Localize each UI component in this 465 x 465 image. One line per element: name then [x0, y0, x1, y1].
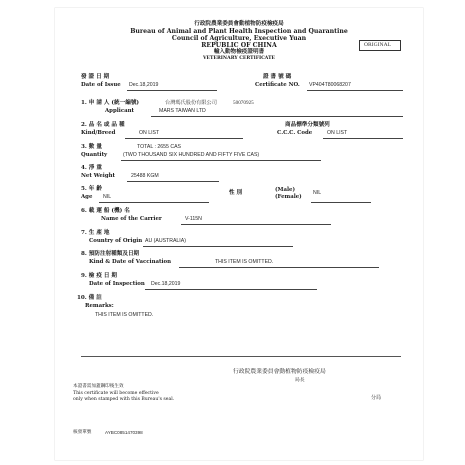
applicant-value-en: MARS TAIWAN LTD — [159, 108, 206, 114]
vaccination-label-en: Kind & Date of Vaccination — [89, 259, 172, 265]
age-label-en: Age — [81, 194, 93, 200]
origin-value: AU (AUSTRALIA) — [145, 238, 186, 244]
remarks-value: THIS ITEM IS OMITTED. — [95, 312, 154, 318]
ccc-code-label-cn: 商品標準分類號列 — [285, 122, 330, 128]
sex-line — [311, 202, 371, 203]
vaccination-value: THIS ITEM IS OMITTED. — [215, 259, 274, 265]
notice-cn: 本證書需加蓋鋼印後生效 — [73, 384, 124, 389]
carrier-label-cn: 6. 載 運 船 (機) 名 — [81, 208, 130, 214]
republic-title: REPUBLIC OF CHINA — [201, 42, 277, 49]
weight-value: 25488 KGM — [131, 173, 159, 179]
certificate-no-value: VP404T80068207 — [309, 82, 351, 88]
branch-label-cn: 分局 — [371, 395, 382, 401]
date-of-issue-line — [127, 90, 217, 91]
ccc-code-label-en: C.C.C. Code — [277, 130, 313, 136]
remarks-label-cn: 10. 備 註 — [77, 295, 102, 301]
applicant-line — [151, 116, 403, 117]
certificate-no-label-cn: 證 書 號 碼 — [263, 74, 292, 80]
applicant-id-value: 50070925 — [233, 100, 254, 106]
ccc-code-value: ON LIST — [327, 130, 348, 136]
sex-male-label: (Male) — [275, 187, 296, 193]
original-stamp-text: ORIGINAL — [364, 42, 392, 48]
certificate-no-label-en: Certificate NO. — [255, 82, 300, 88]
weight-label-cn: 4. 淨 重 — [81, 165, 102, 171]
quantity-value: TOTAL : 2655 CAS — [137, 144, 182, 150]
council-title: Council of Agriculture, Executive Yuan — [171, 35, 307, 42]
quantity-label-en: Quantity — [81, 152, 108, 158]
ccc-code-line — [323, 138, 403, 139]
quantity-label-cn: 3. 數 量 — [81, 144, 102, 150]
carrier-line — [181, 224, 331, 225]
inspection-value: Dec.18,2019 — [151, 281, 181, 287]
certificate-no-line — [307, 90, 403, 91]
kind-label-cn: 2. 品 名 或 品 種 — [81, 122, 125, 128]
inspection-line — [145, 289, 317, 290]
sex-female-label: (Female) — [275, 194, 302, 200]
notice-en-line2: only when stamped with this Bureau's seal. — [73, 397, 175, 402]
origin-line — [143, 246, 293, 247]
quantity-line — [121, 160, 321, 161]
vaccination-label-cn: 8. 預防注射種類及日期 — [81, 251, 140, 257]
origin-label-cn: 7. 生 產 地 — [81, 230, 110, 236]
certificate-title-cn: 輸入動物檢疫證明書 — [213, 49, 265, 55]
age-line — [99, 202, 209, 203]
origin-label-en: Country of Origin — [89, 238, 143, 244]
veterinary-certificate-document — [55, 8, 423, 460]
signature-title-cn: 局長 — [295, 378, 305, 383]
agency-title-en: Bureau of Animal and Plant Health Inspection and Quarantine — [130, 28, 348, 35]
vaccination-line — [179, 267, 379, 268]
kind-label-en: Kind/Breed — [81, 130, 116, 136]
check-number-value: AYBC0851470398 — [105, 430, 143, 435]
age-value: NIL — [103, 194, 112, 200]
weight-line — [127, 181, 219, 182]
certificate-title-en: VETERINARY CERTIFICATE — [202, 56, 276, 61]
quantity-value-detail: (TWO THOUSAND SIX HUNDRED AND FIFTY FIVE CAS) — [123, 152, 260, 158]
kind-value: ON LIST — [139, 130, 160, 136]
footer-divider — [81, 356, 401, 357]
carrier-value: V-115N — [185, 216, 202, 222]
carrier-label-en: Name of the Carrier — [101, 216, 162, 222]
remarks-label-en: Remarks: — [85, 303, 114, 309]
original-stamp — [359, 40, 401, 51]
sex-value: NIL — [313, 190, 322, 196]
date-of-issue-label-en: Date of Issue — [81, 82, 121, 88]
applicant-label-en: Applicant — [105, 108, 135, 114]
applicant-value-cn: 台灣瑪氏股份有限公司 — [165, 100, 217, 106]
agency-title-cn: 行政院農業委員會動植物防疫檢疫局 — [194, 21, 284, 27]
date-of-issue-value: Dec.18,2019 — [129, 82, 159, 88]
check-number-label: 核發單號 — [73, 430, 92, 435]
notice-en-line1: This certificate will become effective — [73, 391, 159, 396]
applicant-label-cn: 1. 申 請 人 (統一編號) — [81, 100, 140, 106]
weight-label-en: Net Weight — [81, 173, 115, 179]
sex-label-cn: 性 別 — [229, 190, 243, 196]
date-of-issue-label-cn: 發 證 日 期 — [81, 74, 110, 80]
kind-line — [125, 138, 243, 139]
signature-agency-cn: 行政院農業委員會動植物防疫檢疫局 — [233, 369, 326, 375]
inspection-label-cn: 9. 檢 疫 日 期 — [81, 273, 118, 279]
inspection-label-en: Date of Inspection — [89, 281, 145, 287]
age-label-cn: 5. 年 齡 — [81, 186, 102, 192]
